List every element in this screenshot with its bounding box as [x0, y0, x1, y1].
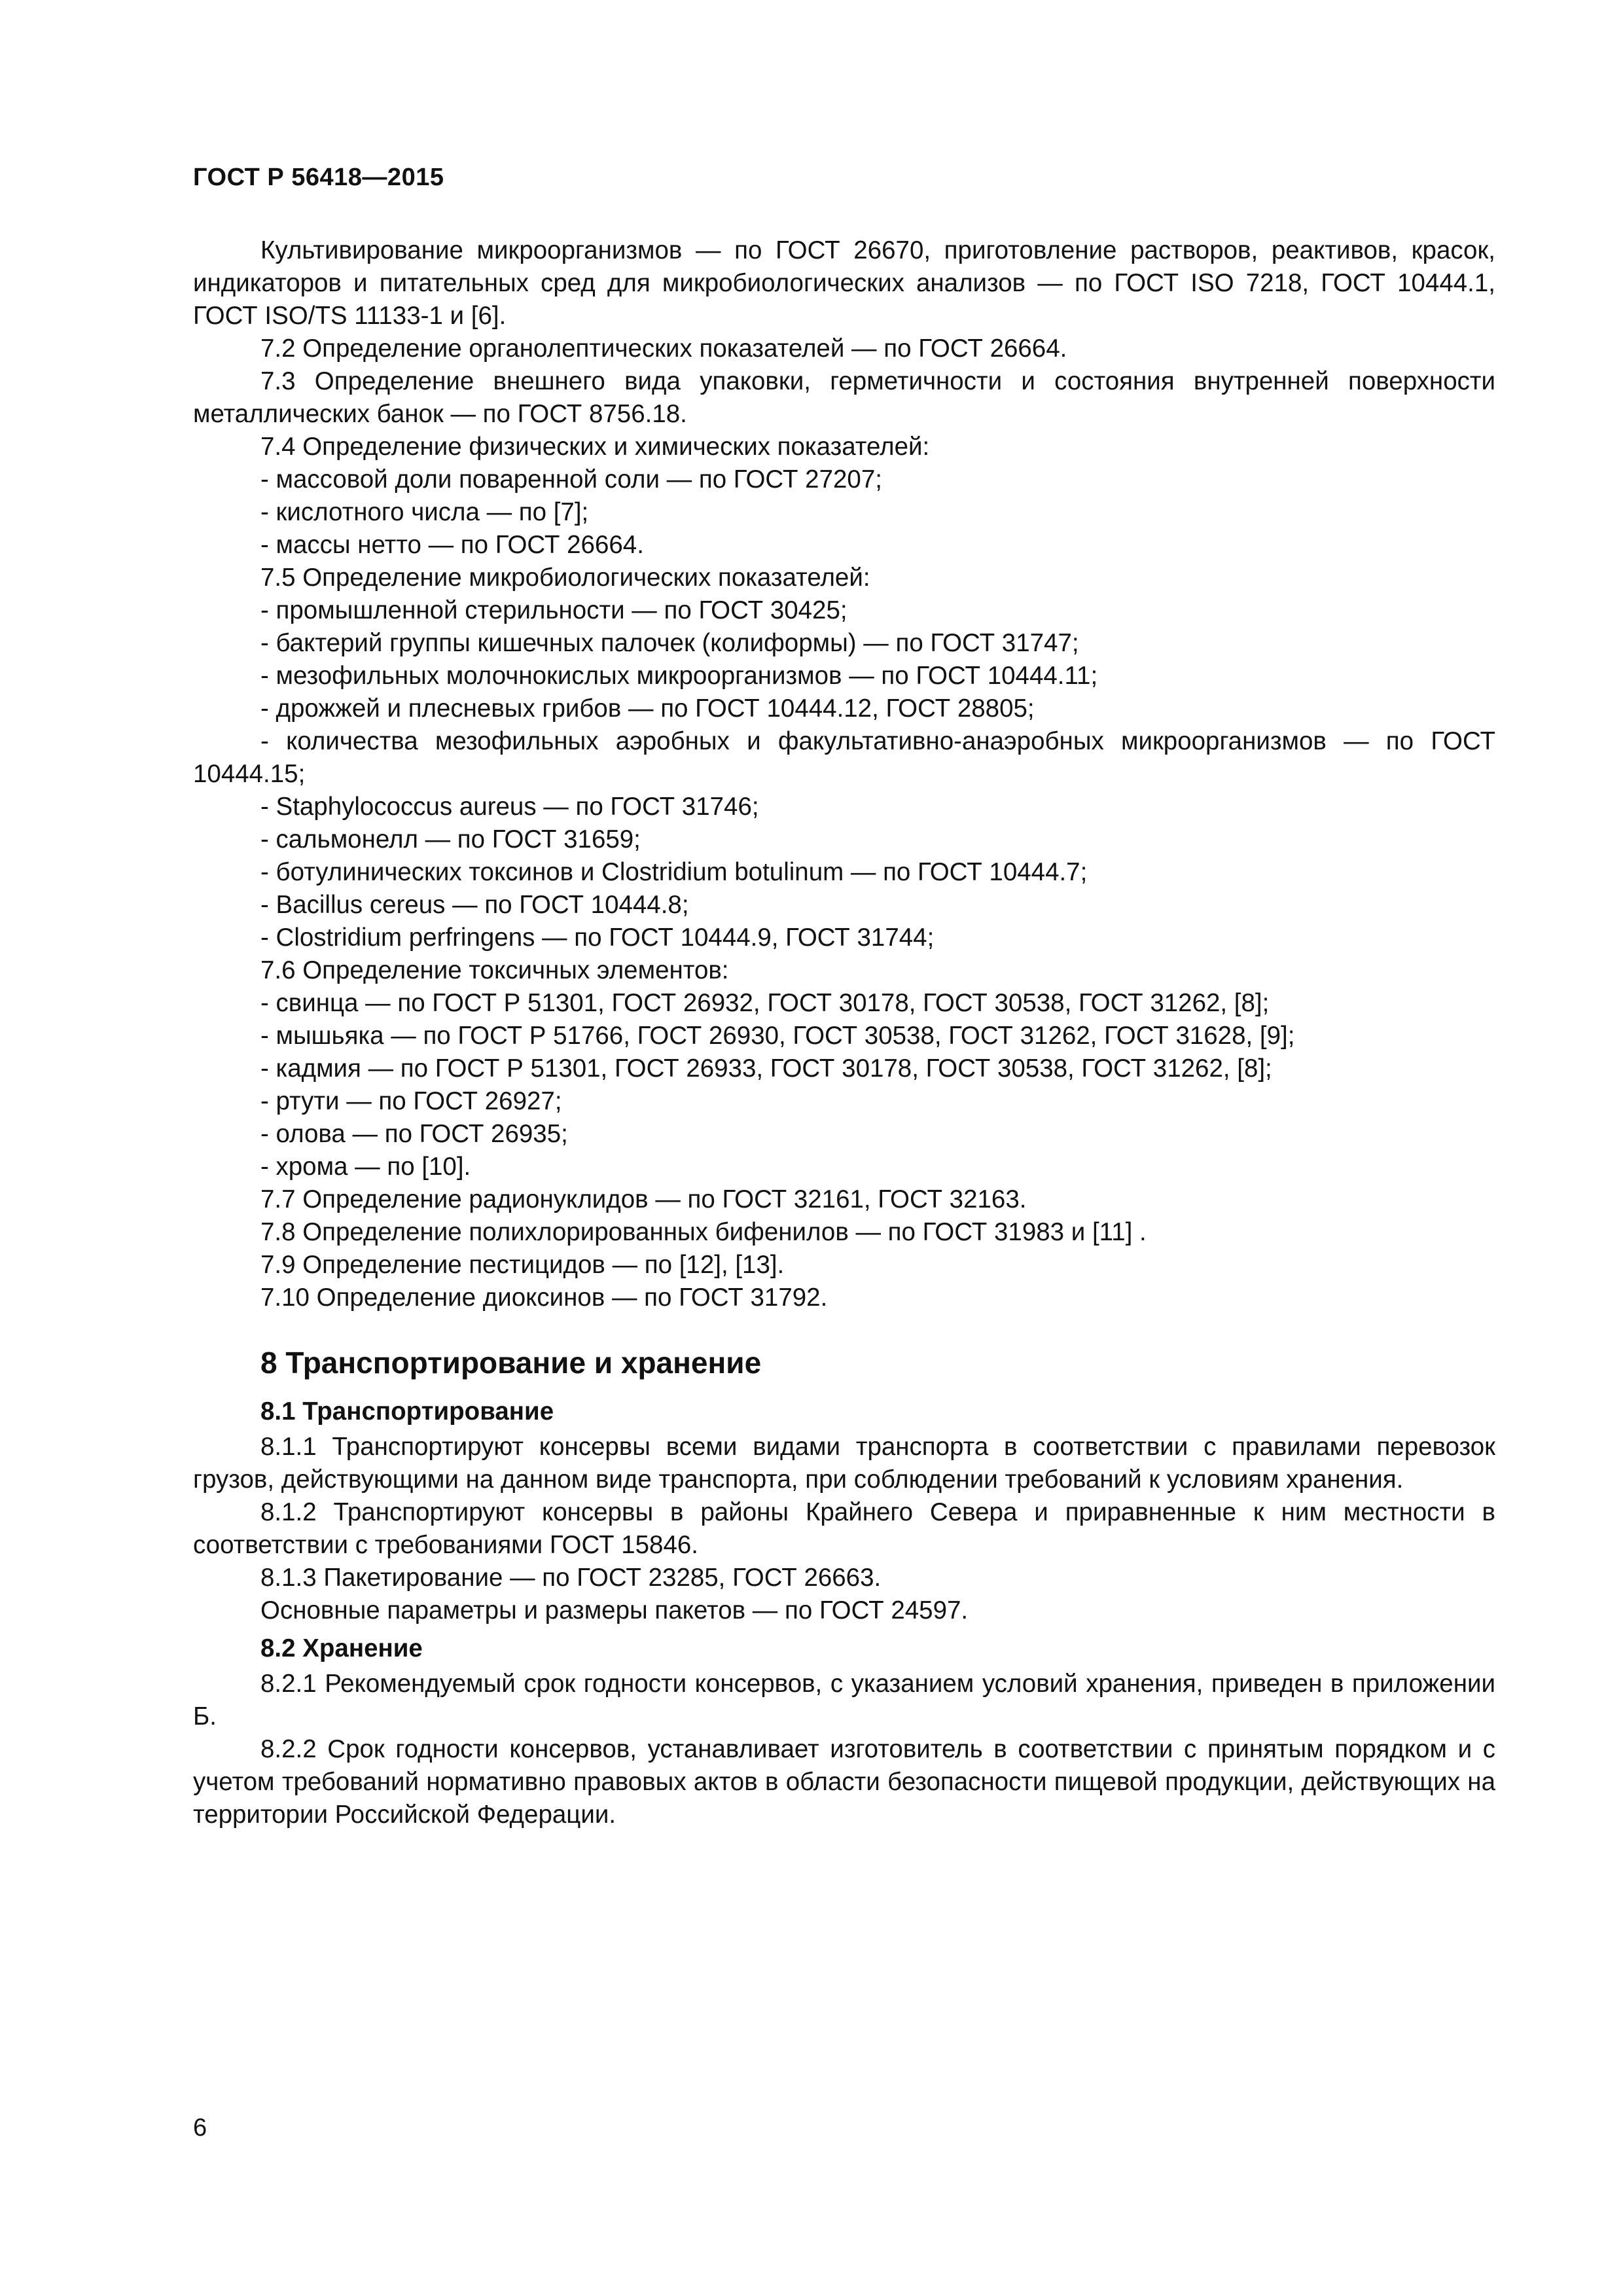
clause-7-10: 7.10 Определение диоксинов — по ГОСТ 31792. — [260, 1283, 828, 1312]
list-item-long: - количества мезофильных аэробных и факультативно-анаэробных микроорганизмов — по ГОСТ 10444.15; — [193, 727, 1495, 788]
clause-7-3: 7.3 Определение внешнего вида упаковки, герметичности и состояния внутренней поверхности металлических банок — по ГОСТ 8756.18. — [193, 367, 1495, 428]
list-item: - кадмия — по ГОСТ Р 51301, ГОСТ 26933, ГОСТ 30178, ГОСТ 30538, ГОСТ 31262, [8]; — [260, 1054, 1272, 1083]
clause-7-2: 7.2 Определение органолептических показателей — по ГОСТ 26664. — [260, 334, 1067, 363]
list-item: - ботулинических токсинов и Clostridium botulinum — по ГОСТ 10444.7; — [260, 858, 1088, 886]
list-item: - массы нетто — по ГОСТ 26664. — [260, 531, 644, 559]
list-item: - свинца — по ГОСТ Р 51301, ГОСТ 26932, ГОСТ 30178, ГОСТ 30538, ГОСТ 31262, [8]; — [260, 989, 1270, 1017]
clause-7-8: 7.8 Определение полихлорированных бифенилов — по ГОСТ 31983 и [11] . — [260, 1218, 1147, 1246]
clause-7-4: 7.4 Определение физических и химических показателей: — [260, 433, 930, 461]
clause-8-1-3: 8.1.3 Пакетирование — по ГОСТ 23285, ГОСТ 26663. — [260, 1564, 882, 1592]
list-item: - Staphylococcus aureus — по ГОСТ 31746; — [260, 793, 759, 821]
page-number: 6 — [193, 2114, 207, 2142]
clause-7-7: 7.7 Определение радионуклидов — по ГОСТ 32161, ГОСТ 32163. — [260, 1185, 1027, 1213]
clause-8-1-2: 8.1.2 Транспортируют консервы в районы Крайнего Севера и приравненные к ним местности в соответствии с требованиями ГОСТ 15846. — [193, 1498, 1495, 1559]
clause-8-2-1: 8.2.1 Рекомендуемый срок годности консервов, с указанием условий хранения, приведен в приложении Б. — [193, 1670, 1495, 1731]
intro-paragraph: Культивирование микроорганизмов — по ГОСТ 26670, приготовление растворов, реактивов, красок, индикаторов и питательных сред для микробиологических анализов — по ГОСТ ISO 7218, ГОСТ 10444.1, ГОСТ ISO/TS 11133-1 и [6]. — [193, 236, 1495, 330]
clause-7-5: 7.5 Определение микробиологических показателей: — [260, 564, 870, 592]
list-item: - массовой доли поваренной соли — по ГОСТ 27207; — [260, 465, 882, 493]
clause-7-6: 7.6 Определение токсичных элементов: — [260, 956, 729, 984]
list-item: - бактерий группы кишечных палочек (колиформы) — по ГОСТ 31747; — [260, 629, 1079, 657]
clause-8-2-2: 8.2.2 Срок годности консервов, устанавливает изготовитель в соответствии с принятым порядком и с учетом требований нормативно правовых актов в области безопасности пищевой продукции, действующих на территории Российской Федерации. — [193, 1735, 1495, 1829]
list-item: - промышленной стерильности — по ГОСТ 30425; — [260, 596, 847, 624]
list-item: - Clostridium perfringens — по ГОСТ 10444.9, ГОСТ 31744; — [260, 924, 935, 952]
subsection-8-1-title: 8.1 Транспортирование — [260, 1397, 554, 1426]
list-item: - хрома — по [10]. — [260, 1153, 471, 1181]
list-item: - олова — по ГОСТ 26935; — [260, 1120, 568, 1148]
section-8-title: 8 Транспортирование и хранение — [260, 1346, 762, 1380]
clause-8-1-1: 8.1.1 Транспортируют консервы всеми видами транспорта в соответствии с правилами перевозок грузов, действующими на данном виде транспорта, при соблюдении требований к условиям хранения. — [193, 1433, 1495, 1494]
list-item: - Bacillus cereus — по ГОСТ 10444.8; — [260, 891, 689, 919]
clause-8-1-3-params: Основные параметры и размеры пакетов — по ГОСТ 24597. — [260, 1596, 969, 1624]
document-header: ГОСТ Р 56418—2015 — [193, 164, 444, 191]
subsection-8-2-title: 8.2 Хранение — [260, 1634, 423, 1662]
document-body — [193, 234, 1495, 1831]
list-item: - мезофильных молочнокислых микроорганизмов — по ГОСТ 10444.11; — [260, 662, 1098, 690]
list-item: - дрожжей и плесневых грибов — по ГОСТ 10444.12, ГОСТ 28805; — [260, 694, 1035, 723]
list-item: - сальмонелл — по ГОСТ 31659; — [260, 825, 641, 853]
clause-7-9: 7.9 Определение пестицидов — по [12], [13]. — [260, 1251, 785, 1279]
list-item: - ртути — по ГОСТ 26927; — [260, 1087, 562, 1115]
list-item: - кислотного числа — по [7]; — [260, 498, 589, 526]
list-item: - мышьяка — по ГОСТ Р 51766, ГОСТ 26930, ГОСТ 30538, ГОСТ 31262, ГОСТ 31628, [9]; — [260, 1022, 1295, 1050]
